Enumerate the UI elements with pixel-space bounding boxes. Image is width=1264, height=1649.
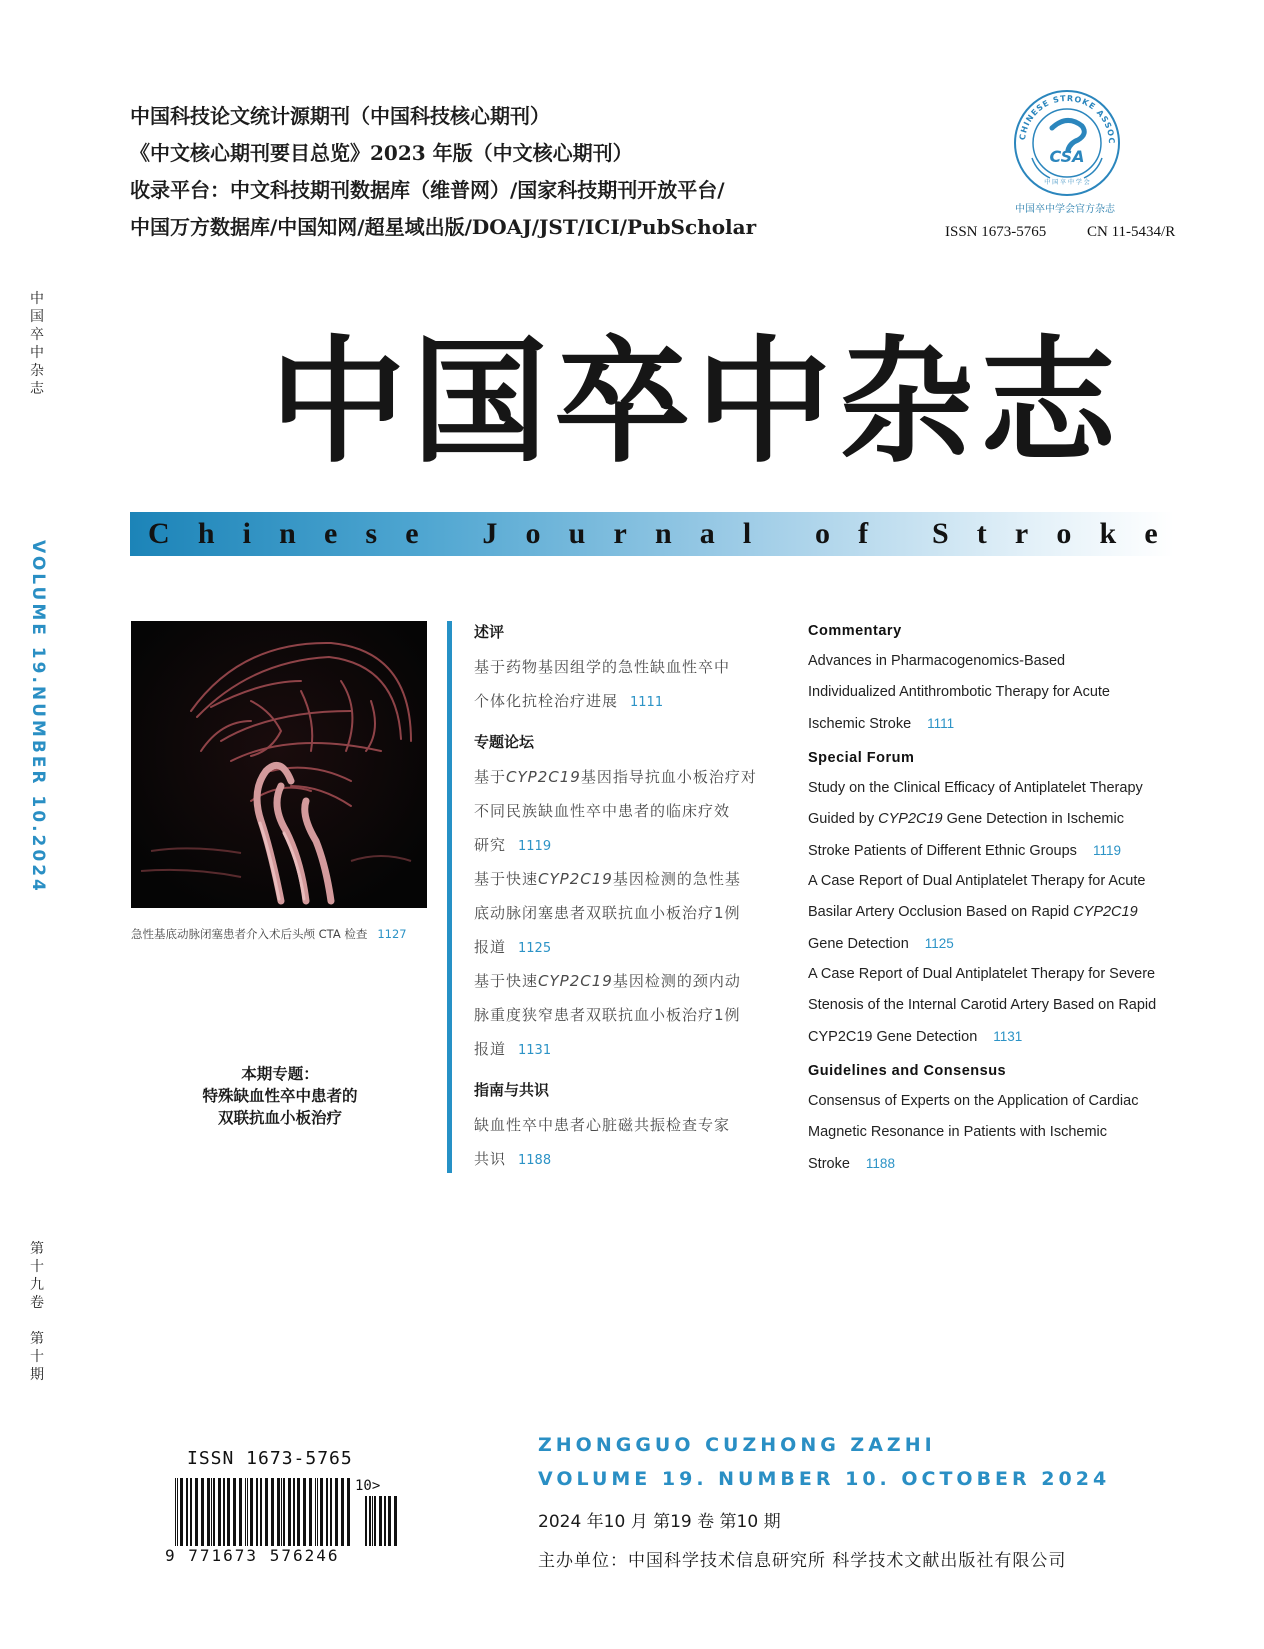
barcode-bar (190, 1478, 192, 1546)
logo-caption: 中国卒中学会官方杂志 (1015, 204, 1115, 215)
barcode-bars (175, 1478, 350, 1546)
title-letter: l (742, 517, 752, 550)
toc-en-line[interactable]: Individualized Antithrombotic Therapy for Acute (808, 684, 1110, 700)
cta-image (131, 621, 427, 908)
barcode-bar (288, 1478, 291, 1546)
title-letter: k (1099, 517, 1117, 550)
barcode-bar (297, 1478, 300, 1546)
barcode-bar (315, 1478, 316, 1546)
barcode-bar (303, 1478, 306, 1546)
feature-topic (170, 1063, 390, 1129)
contents-cn (474, 620, 774, 1176)
toc-cn-line[interactable]: 研究 1119 (474, 836, 552, 854)
title-letter: n (279, 517, 296, 550)
barcode-bar (227, 1478, 230, 1546)
title-letter: a (699, 517, 715, 550)
barcode-bar (218, 1478, 221, 1546)
title-letter: i (242, 517, 251, 550)
barcode-bar (341, 1478, 344, 1546)
barcode-bar (320, 1478, 323, 1546)
indexing-line-2: 《中文核心期刊要目总览》2023 年版（中文核心期刊） (130, 141, 633, 165)
title-letter: e (1144, 517, 1158, 550)
barcode-bar (281, 1478, 282, 1546)
feature-line-1: 特殊缺血性卒中患者的 (202, 1087, 358, 1105)
title-letter: o (525, 517, 541, 550)
toc-cn-line[interactable]: 个体化抗栓治疗进展 1111 (474, 692, 664, 710)
barcode-bar (379, 1496, 382, 1546)
title-letter: e (405, 517, 419, 550)
barcode-bar (317, 1478, 318, 1546)
section-guidelines-cn: 指南与共识 (474, 1081, 550, 1099)
section-commentary-cn: 述评 (474, 623, 505, 641)
toc-en-line[interactable]: Basilar Artery Occlusion Based on Rapid CYP2C19 (808, 904, 1138, 920)
cn-number-top: CN 11-5434/R (1087, 224, 1176, 240)
toc-cn-line[interactable]: 基于药物基因组学的急性缺血性卒中 (474, 658, 731, 676)
cover-caption: 急性基底动脉闭塞患者介入术后头颅 CTA 检查 1127 (131, 927, 407, 941)
title-letter: r (1014, 517, 1029, 550)
barcode-bar (309, 1478, 312, 1546)
toc-cn-line[interactable]: 基于快速CYP2C19基因检测的急性基 (474, 870, 741, 888)
title-letter: f (858, 517, 869, 550)
barcode-bar (369, 1496, 371, 1546)
toc-en-line[interactable]: Magnetic Resonance in Patients with Ischemic (808, 1124, 1108, 1140)
barcode-addon-bars (365, 1496, 401, 1546)
indexing-line-4: 中国万方数据库/中国知网/超星域出版/DOAJ/JST/ICI/PubScholar (130, 215, 757, 239)
volume-line: VOLUME 19. NUMBER 10. OCTOBER 2024 (538, 1468, 1111, 1490)
title-letter: o (1056, 517, 1072, 550)
toc-en-line[interactable]: Consensus of Experts on the Application of Cardiac (808, 1093, 1139, 1109)
toc-cn-line[interactable]: 缺血性卒中患者心脏磁共振检查专家 (474, 1116, 731, 1134)
barcode-bar (372, 1496, 373, 1546)
toc-cn-line[interactable]: 不同民族缺血性卒中患者的临床疗效 (474, 802, 731, 820)
barcode-bar (394, 1496, 397, 1546)
section-special-forum-cn: 专题论坛 (474, 733, 535, 751)
feature-label: 本期专题： (241, 1065, 319, 1083)
pinyin-title: ZHONGGUO CUZHONG ZAZHI (538, 1434, 936, 1456)
toc-en-line[interactable]: A Case Report of Dual Antiplatelet Therapy for Severe (808, 966, 1156, 982)
barcode-bar (384, 1496, 386, 1546)
toc-cn-line[interactable]: 共识 1188 (474, 1150, 552, 1168)
title-letter: S (931, 517, 949, 550)
section-guidelines-en: Guidelines and Consensus (808, 1063, 1007, 1079)
toc-en-line[interactable]: Guided by CYP2C19 Gene Detection in Ischemic (808, 811, 1124, 827)
barcode-bar (233, 1478, 236, 1546)
barcode-bar (186, 1478, 188, 1546)
title-space (896, 512, 904, 556)
barcode-digits: 9 771673 576246 (165, 1546, 340, 1565)
masthead-title: 中国卒中杂志 (270, 322, 1122, 482)
barcode-bar (239, 1478, 242, 1546)
barcode-bar (250, 1478, 253, 1546)
contents-en (808, 616, 1168, 1179)
barcode-bar (326, 1478, 328, 1546)
barcode-bar (347, 1478, 350, 1546)
toc-en-line[interactable]: Ischemic Stroke 1111 (808, 716, 955, 732)
barcode-bar (271, 1478, 274, 1546)
barcode-bar (265, 1478, 268, 1546)
title-letter: e (323, 517, 338, 550)
toc-en-line[interactable]: Gene Detection 1125 (808, 936, 954, 952)
toc-cn-line[interactable]: 基于CYP2C19基因指导抗血小板治疗对 (474, 768, 757, 786)
barcode-bar (201, 1478, 204, 1546)
toc-en-line[interactable]: Stroke 1188 (808, 1156, 895, 1172)
barcode-bar (223, 1478, 225, 1546)
toc-en-line[interactable]: CYP2C19 Gene Detection 1131 (808, 1029, 1023, 1045)
barcode-bar (260, 1478, 262, 1546)
barcode-bar (335, 1478, 338, 1546)
toc-cn-line[interactable]: 底动脉闭塞患者双联抗血小板治疗1例 (474, 904, 741, 922)
sponsor-line: 主办单位：中国科学技术信息研究所 科学技术文献出版社有限公司 (538, 1551, 1067, 1571)
spine-volume-cn: 第 十 九 卷 (30, 1241, 44, 1311)
barcode-bar (177, 1478, 178, 1546)
barcode-bar (374, 1496, 376, 1546)
csa-logo (1012, 88, 1122, 198)
toc-cn-line[interactable]: 报道 1125 (474, 938, 552, 956)
section-commentary-en: Commentary (808, 623, 902, 639)
title-letter: r (613, 517, 627, 550)
english-title (148, 512, 1158, 556)
barcode-bar (245, 1478, 246, 1546)
barcode-bar (277, 1478, 280, 1546)
indexing-line-1: 中国科技论文统计源期刊（中国科技核心期刊） (130, 104, 550, 128)
issn-top: ISSN 1673-5765 (945, 224, 1047, 240)
logo-mark: CSA (1049, 147, 1085, 166)
spine-issue-cn: 第 十 期 (30, 1331, 44, 1383)
toc-cn-line[interactable]: 报道 1131 (474, 1040, 552, 1058)
title-letter: u (568, 517, 586, 550)
toc-en-line[interactable]: Study on the Clinical Efficacy of Antiplatelet Therapy (808, 780, 1143, 796)
barcode-bar (175, 1478, 176, 1546)
barcode (165, 1448, 381, 1568)
title-letter: s (365, 517, 378, 550)
barcode-bar (330, 1478, 332, 1546)
title-letter: o (815, 517, 831, 550)
barcode-bar (180, 1478, 183, 1546)
barcode-issn: ISSN 1673-5765 (187, 1448, 353, 1469)
barcode-bar (283, 1478, 285, 1546)
feature-line-2: 双联抗血小板治疗 (217, 1109, 342, 1127)
toc-en-line[interactable]: Advances in Pharmacogenomics-Based (808, 653, 1066, 669)
title-letter: n (654, 517, 672, 550)
barcode-bar (256, 1478, 258, 1546)
barcode-bar (293, 1478, 295, 1546)
barcode-bar (213, 1478, 215, 1546)
barcode-bar (195, 1478, 198, 1546)
barcode-bar (365, 1496, 367, 1546)
spine-volume-en: VOLUME 19.NUMBER 10.2024 (28, 540, 48, 894)
barcode-addon: 10> (355, 1478, 381, 1494)
toc-en-line[interactable]: Stroke Patients of Different Ethnic Groups 1119 (808, 843, 1121, 859)
title-space (779, 512, 787, 556)
issue-line: 2024 年10 月 第19 卷 第10 期 (538, 1512, 781, 1532)
section-special-forum-en: Special Forum (808, 750, 915, 766)
contents-divider (447, 621, 452, 1173)
indexing-line-3: 收录平台：中文科技期刊数据库（维普网）/国家科技期刊开放平台/ (130, 178, 725, 202)
logo-inner-text: 中 国 卒 中 学 会 (1044, 179, 1090, 186)
barcode-bar (388, 1496, 391, 1546)
toc-en-line[interactable]: Stenosis of the Internal Carotid Artery Based on Rapid (808, 997, 1157, 1013)
title-letter: J (482, 517, 498, 550)
title-space (447, 512, 455, 556)
toc-cn-line[interactable]: 脉重度狭窄患者双联抗血小板治疗1例 (474, 1006, 741, 1024)
title-letter: t (976, 517, 987, 550)
title-letter: C (148, 517, 170, 550)
toc-cn-line[interactable]: 基于快速CYP2C19基因检测的颈内动 (474, 972, 741, 990)
barcode-bar (207, 1478, 210, 1546)
barcode-bar (211, 1478, 212, 1546)
barcode-bar (247, 1478, 248, 1546)
toc-en-line[interactable]: A Case Report of Dual Antiplatelet Therapy for Acute (808, 873, 1146, 889)
logo-ring-text: CHINESE STROKE ASSOC (1018, 93, 1117, 145)
title-letter: h (197, 517, 215, 550)
spine-title-cn: 中 国 卒 中 杂 志 (30, 291, 44, 397)
